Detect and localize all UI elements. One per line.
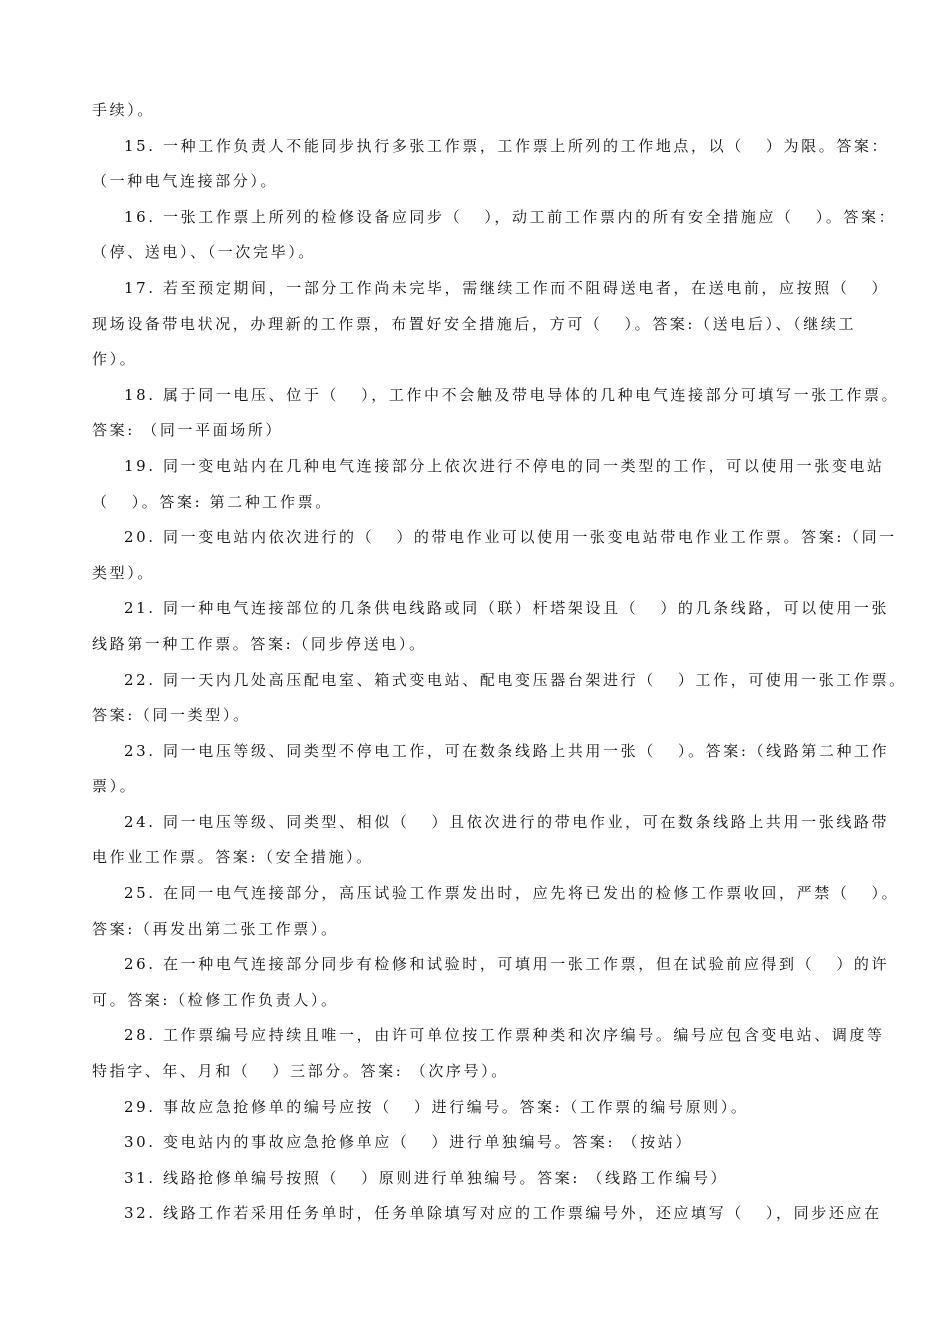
text-line: 24. 同一电压等级、同类型、相似（ ）且依次进行的带电作业，可在数条线路上共用一张线路带 bbox=[124, 812, 890, 831]
text-line: 21. 同一种电气连接部位的几条供电线路或同（联）杆塔架设且（ ）的几条线路，可以使用一张 bbox=[124, 599, 890, 618]
text-line: 电作业工作票。答案:（安全措施）。 bbox=[92, 848, 374, 867]
text-line: 类型）。 bbox=[92, 563, 155, 582]
text-line: 现场设备带电状况，办理新的工作票，布置好安全措施后，方可（ ）。答案:（送电后）、（继续工 bbox=[92, 314, 857, 333]
text-line: 17. 若至预定期间，一部分工作尚未完毕，需继续工作而不阻碍送电者，在送电前，应按照（ ） bbox=[124, 278, 890, 297]
text-line: 26. 在一种电气连接部分同步有检修和试验时，可填用一张工作票，但在试验前应得到（ ）的许 bbox=[124, 955, 890, 974]
text-line: 16. 一张工作票上所列的检修设备应同步（ ），动工前工作票内的所有安全措施应（ ）。答案： bbox=[124, 207, 897, 226]
text-line: 32. 线路工作若采用任务单时，任务单除填写对应的工作票编号外，还应填写（ ），同步还应在 bbox=[124, 1204, 882, 1223]
text-line: 线路第一种工作票。答案:（同步停送电）。 bbox=[92, 634, 427, 653]
text-line: 19. 同一变电站内在几种电气连接部分上依次进行不停电的同一类型的工作，可以使用一张变电站 bbox=[124, 456, 885, 475]
text-line: 可。答案:（检修工作负责人）。 bbox=[92, 990, 339, 1009]
text-line: （ ）。答案: 第二种工作票。 bbox=[92, 492, 333, 511]
document-page bbox=[92, 93, 907, 1232]
text-line: 28. 工作票编号应持续且唯一，由许可单位按工作票种类和次序编号。编号应包含变电站、调度等 bbox=[124, 1026, 885, 1045]
text-line: 30. 变电站内的事故应急抢修单应（ ）进行单独编号。答案: （按站） bbox=[124, 1133, 693, 1152]
text-line: 29. 事故应急抢修单的编号应按（ ）进行编号。答案:（工作票的编号原则）。 bbox=[124, 1097, 749, 1116]
text-line: 18. 属于同一电压、位于（ ），工作中不会触及带电导体的几种电气连接部分可填写一张工作票。 bbox=[124, 385, 900, 404]
text-line: 答案:（同一类型）。 bbox=[92, 706, 251, 725]
text-line: 31. 线路抢修单编号按照（ ）原则进行单独编号。答案: （线路工作编号） bbox=[124, 1168, 729, 1187]
text-line: 22. 同一天内几处高压配电室、箱式变电站、配电变压器台架进行（ ）工作，可使用一张工作票。 bbox=[124, 670, 907, 689]
text-line: （一种电气连接部分）。 bbox=[92, 172, 279, 191]
text-line: 23. 同一电压等级、同类型不停电工作，可在数条线路上共用一张（ ）。答案:（线路第二种工作 bbox=[124, 741, 890, 760]
text-line: 20. 同一变电站内依次进行的（ ）的带电作业可以使用一张变电站带电作业工作票。答案:（同一 bbox=[124, 528, 897, 547]
text-line: 手续）。 bbox=[92, 101, 155, 119]
text-line: 25. 在同一电气连接部分，高压试验工作票发出时，应先将已发出的检修工作票收回，严禁（ ）。 bbox=[124, 884, 900, 903]
text-line: 15. 一种工作负责人不能同步执行多张工作票，工作票上所列的工作地点，以（ ）为限。答案： bbox=[124, 136, 890, 155]
text-line: 作）。 bbox=[92, 350, 138, 369]
text-line: 特指字、年、月和（ ）三部分。答案: （次序号）。 bbox=[92, 1062, 509, 1081]
text-line: 答案: （同一平面场所） bbox=[92, 421, 284, 440]
text-line: 票）。 bbox=[92, 777, 138, 796]
text-line: 答案:（再发出第二张工作票）。 bbox=[92, 919, 339, 938]
text-line: （停、送电）、（一次完毕）。 bbox=[92, 243, 316, 262]
